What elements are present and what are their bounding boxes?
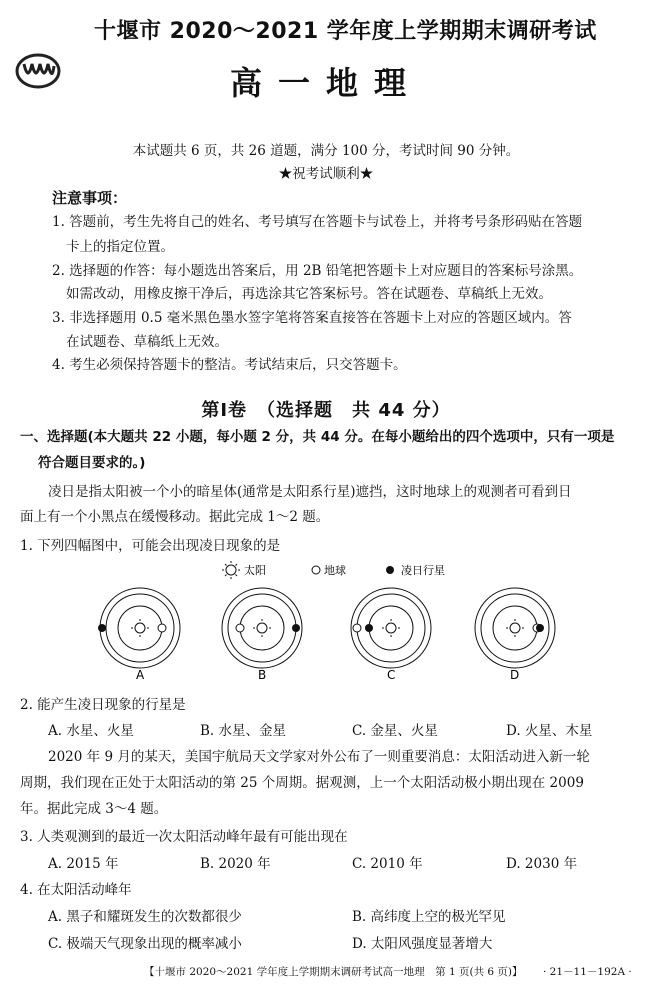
diagram-label-a: A — [136, 668, 145, 682]
passage1-line2: 面上有一个小黑点在缓慢移动。据此完成 1～2 题。 — [20, 509, 330, 525]
note-1: 1. 答题前，考生先将自己的姓名、考号填写在答题卡与试卷上，并将考号条形码贴在答题 — [52, 214, 583, 230]
diagram-d — [475, 588, 555, 668]
legend-earth-icon — [312, 566, 320, 574]
diagram-label-c: C — [387, 668, 396, 682]
diagram-c — [351, 588, 431, 668]
passage2-line1: 2020 年 9 月的某天，美国宇航局天文学家对外公布了一则重要消息：太阳活动进入新一轮 — [48, 749, 590, 765]
q4-option-a: A. 黑子和耀斑发生的次数都很少 — [48, 909, 242, 925]
legend-planet-label: 凌日行星 — [401, 564, 445, 577]
section-description: 一、选择题(本大题共 22 小题，每小题 2 分，共 44 分。在每小题给出的四个选项中，只有一项是 — [20, 429, 615, 445]
exam-title: 十堰市 2020～2021 学年度上学期期末调研考试 — [94, 19, 597, 44]
legend-planet-icon — [386, 566, 394, 574]
notes-heading: 注意事项： — [52, 189, 128, 207]
q4-option-d: D. 太阳风强度显著增大 — [352, 936, 493, 952]
diagram-a — [98, 588, 180, 668]
question-3-stem: 3. 人类观测到的最近一次太阳活动峰年最有可能出现在 — [20, 829, 348, 845]
note-1-cont: 卡上的指定位置。 — [66, 239, 174, 255]
diagram-label-d: D — [510, 668, 520, 682]
q4-option-c: C. 极端天气现象出现的概率减小 — [48, 936, 242, 952]
note-3: 3. 非选择题用 0.5 毫米黑色墨水签字笔将答案直接答在答题卡上对应的答题区域内。答 — [52, 310, 572, 326]
q2-option-d: D. 火星、木星 — [506, 723, 593, 739]
question-1-stem: 1. 下列四幅图中，可能会出现凌日现象的是 — [20, 538, 281, 554]
q4-option-b: B. 高纬度上空的极光罕见 — [352, 909, 506, 925]
legend-earth-label: 地球 — [324, 564, 346, 577]
q3-option-c: C. 2010 年 — [352, 856, 423, 872]
section-description-cont: 符合题目要求的。) — [38, 455, 146, 471]
legend-sun — [222, 561, 240, 579]
note-2: 2. 选择题的作答：每小题选出答案后，用 2B 铅笔把答题卡上对应题目的答案标号涂黑。 — [52, 263, 583, 279]
passage2-line2: 周期，我们现在正处于太阳活动的第 25 个周期。据观测，上一个太阳活动极小期出现在 2009 — [20, 775, 584, 791]
legend-sun-label: 太阳 — [244, 564, 266, 577]
passage1-line1: 凌日是指太阳被一个小的暗星体(通常是太阳系行星)遮挡，这时地球上的观测者可看到日 — [48, 484, 572, 500]
note-3-cont: 在试题卷、草稿纸上无效。 — [66, 334, 228, 350]
exam-wish: ★祝考试顺利★ — [278, 166, 374, 182]
q3-option-b: B. 2020 年 — [200, 856, 271, 872]
q3-option-a: A. 2015 年 — [48, 856, 119, 872]
transit-diagram — [0, 555, 652, 685]
question-2-stem: 2. 能产生凌日现象的行星是 — [20, 697, 186, 713]
exam-info: 本试题共 6 页，共 26 道题，满分 100 分，考试时间 90 分钟。 — [132, 143, 520, 159]
question-4-stem: 4. 在太阳活动峰年 — [20, 882, 132, 898]
q2-option-c: C. 金星、火星 — [352, 723, 438, 739]
diagram-b — [222, 588, 302, 668]
page-footer: 【十堰市 2020～2021 学年度上学期期末调研考试高一地理 第 1 页(共 6 页)】 — [144, 966, 523, 978]
paper-code: · 21－11－192A · — [543, 966, 632, 978]
diagram-label-b: B — [258, 668, 267, 682]
subject-title: 高一地理 — [229, 64, 422, 102]
q2-option-a: A. 水星、火星 — [48, 723, 134, 739]
passage2-line3: 年。据此完成 3～4 题。 — [20, 801, 168, 817]
section-heading: 第Ⅰ卷 （选择题 共 44 分） — [201, 400, 451, 421]
note-4: 4. 考生必须保持答题卡的整洁。考试结束后，只交答题卡。 — [52, 357, 407, 373]
q3-option-d: D. 2030 年 — [506, 856, 578, 872]
q2-option-b: B. 水星、金星 — [200, 723, 287, 739]
note-2-cont: 如需改动，用橡皮擦干净后，再选涂其它答案标号。答在试题卷、草稿纸上无效。 — [66, 286, 552, 302]
